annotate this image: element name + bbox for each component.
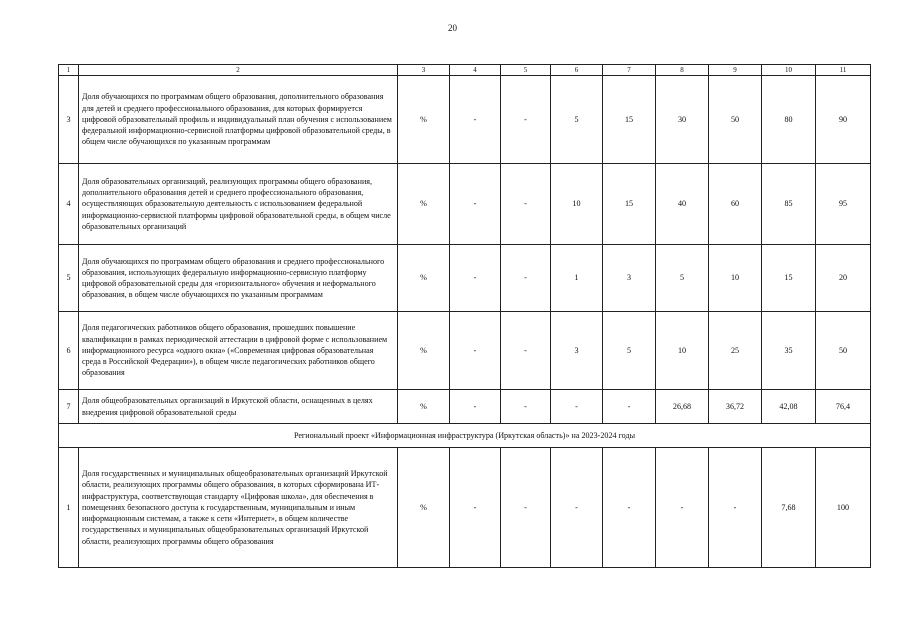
value-cell: 95	[816, 164, 871, 245]
value-cell: -	[501, 245, 551, 312]
column-number: 1	[59, 65, 79, 76]
section-title: Региональный проект «Информационная инфраструктура (Иркутская область)» на 2023-2024 годы	[59, 424, 871, 448]
column-number: 2	[79, 65, 398, 76]
value-cell: -	[450, 245, 501, 312]
section-row	[59, 424, 871, 448]
value-cell: -	[450, 76, 501, 164]
value-cell: 3	[551, 312, 603, 390]
value-cell: 7,68	[762, 448, 816, 568]
value-cell: 3	[603, 245, 656, 312]
value-cell: 15	[762, 245, 816, 312]
value-cell: 76,4	[816, 390, 871, 424]
column-number: 5	[501, 65, 551, 76]
unit-cell: %	[398, 448, 450, 568]
row-number: 5	[59, 245, 79, 312]
value-cell: 90	[816, 76, 871, 164]
value-cell: 50	[709, 76, 762, 164]
value-cell: 100	[816, 448, 871, 568]
column-number: 6	[551, 65, 603, 76]
page-number: 20	[448, 23, 457, 33]
row-number: 3	[59, 76, 79, 164]
unit-cell: %	[398, 245, 450, 312]
indicator-name: Доля образовательных организаций, реализующих программы общего образования, дополнительного образования детей и среднего профессионального образования, осуществляющих образовательную деятельность с использованием федеральной информационно-сервисной платформы цифровой образовательной среды, в общем числе образовательных организаций	[79, 164, 398, 245]
value-cell: -	[551, 448, 603, 568]
value-cell: 36,72	[709, 390, 762, 424]
indicator-name: Доля педагогических работников общего образования, прошедших повышение квалификации в рамках периодической аттестации в цифровой форме с использованием информационного ресурса «одного окна» («Современная цифровая образовательная среда в Российской Федерации»), в общем числе педагогических работников общего образования	[79, 312, 398, 390]
table-row	[59, 390, 871, 424]
value-cell: 5	[551, 76, 603, 164]
value-cell: -	[656, 448, 709, 568]
value-cell: 10	[709, 245, 762, 312]
value-cell: 42,08	[762, 390, 816, 424]
value-cell: -	[450, 448, 501, 568]
value-cell: -	[501, 76, 551, 164]
row-number: 7	[59, 390, 79, 424]
column-number-row	[59, 65, 871, 76]
value-cell: -	[450, 164, 501, 245]
indicator-name: Доля государственных и муниципальных общеобразовательных организаций Иркутской области, реализующих программы общего образования, в которых сформирована ИТ-инфраструктура, соответствующая стандарту «Цифровая школа», для обеспечения в помещениях безопасного доступа к государственным, муниципальным и иным информационным системам, а также к сети «Интернет», в общем количестве государственных и муниципальных общеобразовательных организаций Иркутской области, реализующих программы общего образования	[79, 448, 398, 568]
value-cell: 50	[816, 312, 871, 390]
value-cell: -	[551, 390, 603, 424]
value-cell: -	[501, 390, 551, 424]
column-number: 3	[398, 65, 450, 76]
value-cell: -	[603, 390, 656, 424]
indicator-name: Доля обучающихся по программам общего образования и среднего профессионального образования, использующих федеральную информационно-сервисную платформу цифровой образовательной среды для «горизонтального» обучения и неформального образования, в общем числе обучающихся по указанным программам	[79, 245, 398, 312]
value-cell: -	[501, 448, 551, 568]
value-cell: 25	[709, 312, 762, 390]
column-number: 7	[603, 65, 656, 76]
value-cell: 5	[656, 245, 709, 312]
unit-cell: %	[398, 312, 450, 390]
value-cell: 40	[656, 164, 709, 245]
value-cell: 10	[656, 312, 709, 390]
indicator-name: Доля обучающихся по программам общего образования, дополнительного образования для детей и среднего профессионального образования, для которых формируется цифровой образовательный профиль и индивидуальный план обучения с использованием федеральной информационно-сервисной платформы цифровой образовательной среды, в общем числе обучающихся по указанным программам	[79, 76, 398, 164]
indicator-name: Доля общеобразовательных организаций в Иркутской области, оснащенных в целях внедрения цифровой образовательной среды	[79, 390, 398, 424]
value-cell: -	[450, 390, 501, 424]
value-cell: -	[450, 312, 501, 390]
value-cell: 30	[656, 76, 709, 164]
value-cell: -	[501, 312, 551, 390]
value-cell: 26,68	[656, 390, 709, 424]
row-number: 4	[59, 164, 79, 245]
value-cell: 60	[709, 164, 762, 245]
unit-cell: %	[398, 76, 450, 164]
column-number: 9	[709, 65, 762, 76]
table-row	[59, 448, 871, 568]
value-cell: 85	[762, 164, 816, 245]
value-cell: -	[709, 448, 762, 568]
table-row	[59, 245, 871, 312]
unit-cell: %	[398, 164, 450, 245]
value-cell: 35	[762, 312, 816, 390]
column-number: 11	[816, 65, 871, 76]
row-number: 6	[59, 312, 79, 390]
value-cell: 15	[603, 164, 656, 245]
value-cell: 1	[551, 245, 603, 312]
value-cell: 10	[551, 164, 603, 245]
column-number: 4	[450, 65, 501, 76]
table-row	[59, 164, 871, 245]
column-number: 10	[762, 65, 816, 76]
value-cell: 20	[816, 245, 871, 312]
value-cell: -	[501, 164, 551, 245]
value-cell: -	[603, 448, 656, 568]
value-cell: 5	[603, 312, 656, 390]
indicators-table	[58, 64, 871, 568]
unit-cell: %	[398, 390, 450, 424]
table-row	[59, 76, 871, 164]
column-number: 8	[656, 65, 709, 76]
value-cell: 80	[762, 76, 816, 164]
table-row	[59, 312, 871, 390]
row-number: 1	[59, 448, 79, 568]
value-cell: 15	[603, 76, 656, 164]
